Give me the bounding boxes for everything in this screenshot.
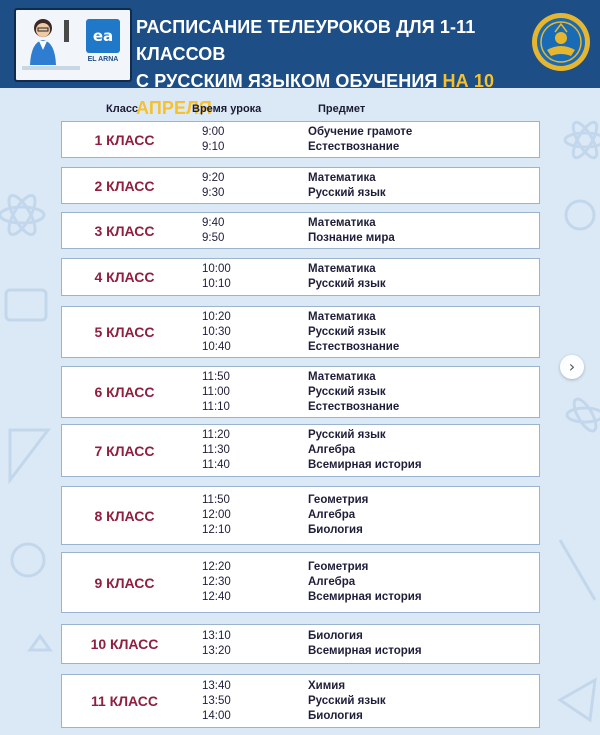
lesson-subject: Всемирная история <box>308 459 422 471</box>
lesson-subject: Биология <box>308 524 363 536</box>
class-label: 10 КЛАСС <box>90 636 159 652</box>
lesson-time: 13:20 <box>202 645 231 657</box>
schedule-row <box>61 486 540 545</box>
class-label: 7 КЛАСС <box>94 442 155 459</box>
schedule-row <box>61 552 540 613</box>
class-label: 11 КЛАСС <box>90 693 159 709</box>
lesson-subjects <box>308 629 422 659</box>
lesson-times <box>202 125 224 155</box>
el-arna-logo-text: EL ARNA <box>87 56 119 63</box>
lesson-subjects <box>308 171 386 201</box>
lesson-subjects <box>308 310 399 355</box>
lesson-time: 9:50 <box>202 232 225 244</box>
lesson-time: 12:20 <box>202 561 231 573</box>
schedule-row <box>61 424 540 477</box>
lesson-subject: Русский язык <box>308 429 386 441</box>
lesson-subject: Геометрия <box>308 494 369 506</box>
lesson-time: 14:00 <box>202 710 231 722</box>
schedule-row <box>61 121 540 158</box>
lesson-time: 11:00 <box>202 386 230 398</box>
lesson-subject: Познание мира <box>308 232 395 244</box>
teacher-at-tv-icon <box>16 10 86 76</box>
schedule-row <box>61 167 540 204</box>
lesson-time: 11:40 <box>202 459 230 471</box>
lesson-time: 10:00 <box>202 263 231 275</box>
lesson-subject: Алгебра <box>308 509 356 521</box>
lesson-subject: Алгебра <box>308 576 356 588</box>
next-slide-button[interactable] <box>560 355 584 379</box>
lesson-subject: Всемирная история <box>308 645 422 657</box>
lesson-times <box>202 560 231 605</box>
lesson-subject: Математика <box>308 371 376 383</box>
class-label: 4 КЛАСС <box>94 269 155 285</box>
schedule-row <box>61 624 540 664</box>
lesson-time: 12:30 <box>202 576 231 588</box>
lesson-subject: Естествознание <box>308 401 400 413</box>
lesson-subject: Математика <box>308 311 376 323</box>
lesson-subject: Естествознание <box>308 141 400 153</box>
el-arna-logo-mark: ea <box>86 19 120 53</box>
lesson-time: 9:30 <box>202 187 225 199</box>
column-header-subject: Предмет <box>318 103 366 115</box>
lesson-subject: Математика <box>308 217 376 229</box>
lesson-time: 12:00 <box>202 509 231 521</box>
schedule-row <box>61 674 540 728</box>
lesson-times <box>202 428 230 473</box>
lesson-subject: Биология <box>308 630 363 642</box>
lesson-time: 10:40 <box>202 341 231 353</box>
lesson-subjects <box>308 262 386 292</box>
title-line-2-prefix: С РУССКИМ ЯЗЫКОМ ОБУЧЕНИЯ <box>136 71 438 91</box>
lesson-time: 12:40 <box>202 591 231 603</box>
lesson-subjects <box>308 125 412 155</box>
lesson-time: 9:00 <box>202 126 225 138</box>
lesson-time: 11:50 <box>202 371 230 383</box>
lesson-subject: Геометрия <box>308 561 369 573</box>
class-label: 5 КЛАСС <box>94 324 155 340</box>
chevron-right-icon: › <box>568 357 576 376</box>
lesson-times <box>202 493 231 538</box>
lesson-time: 9:20 <box>202 172 225 184</box>
lesson-subject: Математика <box>308 263 376 275</box>
lesson-subjects <box>308 560 422 605</box>
lesson-subject: Русский язык <box>308 386 386 398</box>
lesson-time: 9:10 <box>202 141 225 153</box>
lesson-subjects <box>308 216 395 246</box>
lesson-times <box>202 370 230 415</box>
lesson-subject: Химия <box>308 680 346 692</box>
lesson-time: 11:20 <box>202 429 230 441</box>
class-label: 8 КЛАСС <box>94 507 155 524</box>
schedule-row <box>61 306 540 358</box>
title-line-1: РАСПИСАНИЕ ТЕЛЕУРОКОВ ДЛЯ 1-11 КЛАССОВ <box>136 17 476 64</box>
schedule-row <box>61 212 540 249</box>
lesson-times <box>202 262 231 292</box>
ministry-emblem-icon <box>531 12 591 72</box>
lesson-time: 11:50 <box>202 494 230 506</box>
lesson-subjects <box>308 679 386 724</box>
schedule-row <box>61 366 540 418</box>
lesson-times <box>202 216 224 246</box>
lesson-subject: Биология <box>308 710 363 722</box>
teacher-illustration <box>14 8 132 82</box>
lesson-times <box>202 629 231 659</box>
lesson-time: 13:50 <box>202 695 231 707</box>
lesson-subject: Алгебра <box>308 444 356 456</box>
lesson-subjects <box>308 370 399 415</box>
lesson-times <box>202 310 231 355</box>
lesson-subject: Естествознание <box>308 341 400 353</box>
class-label: 2 КЛАСС <box>94 177 155 194</box>
lesson-subject: Обучение грамоте <box>308 126 413 138</box>
lesson-time: 12:10 <box>202 524 231 536</box>
class-label: 3 КЛАСС <box>94 222 155 239</box>
lesson-subjects <box>308 428 422 473</box>
lesson-subjects <box>308 493 368 538</box>
lesson-subject: Математика <box>308 172 376 184</box>
lesson-subject: Всемирная история <box>308 591 422 603</box>
lesson-time: 9:40 <box>202 217 225 229</box>
lesson-time: 11:10 <box>202 401 230 413</box>
lesson-subject: Русский язык <box>308 187 386 199</box>
lesson-time: 13:40 <box>202 680 231 692</box>
column-header-time: Время урока <box>192 103 262 115</box>
lesson-time: 10:20 <box>202 311 231 323</box>
lesson-time: 10:30 <box>202 326 231 338</box>
lesson-subject: Русский язык <box>308 695 386 707</box>
column-header-class: Класс <box>106 103 139 115</box>
lesson-time: 10:10 <box>202 278 231 290</box>
class-label: 9 КЛАСС <box>94 574 155 591</box>
lesson-subject: Русский язык <box>308 278 386 290</box>
schedule-row <box>61 258 540 296</box>
title-date: НА 10 АПРЕЛЯ <box>136 71 495 118</box>
class-label: 1 КЛАСС <box>94 131 155 148</box>
lesson-times <box>202 679 231 724</box>
lesson-time: 13:10 <box>202 630 231 642</box>
lesson-time: 11:30 <box>202 444 230 456</box>
lesson-times <box>202 171 224 201</box>
class-label: 6 КЛАСС <box>94 384 155 400</box>
lesson-subject: Русский язык <box>308 326 386 338</box>
